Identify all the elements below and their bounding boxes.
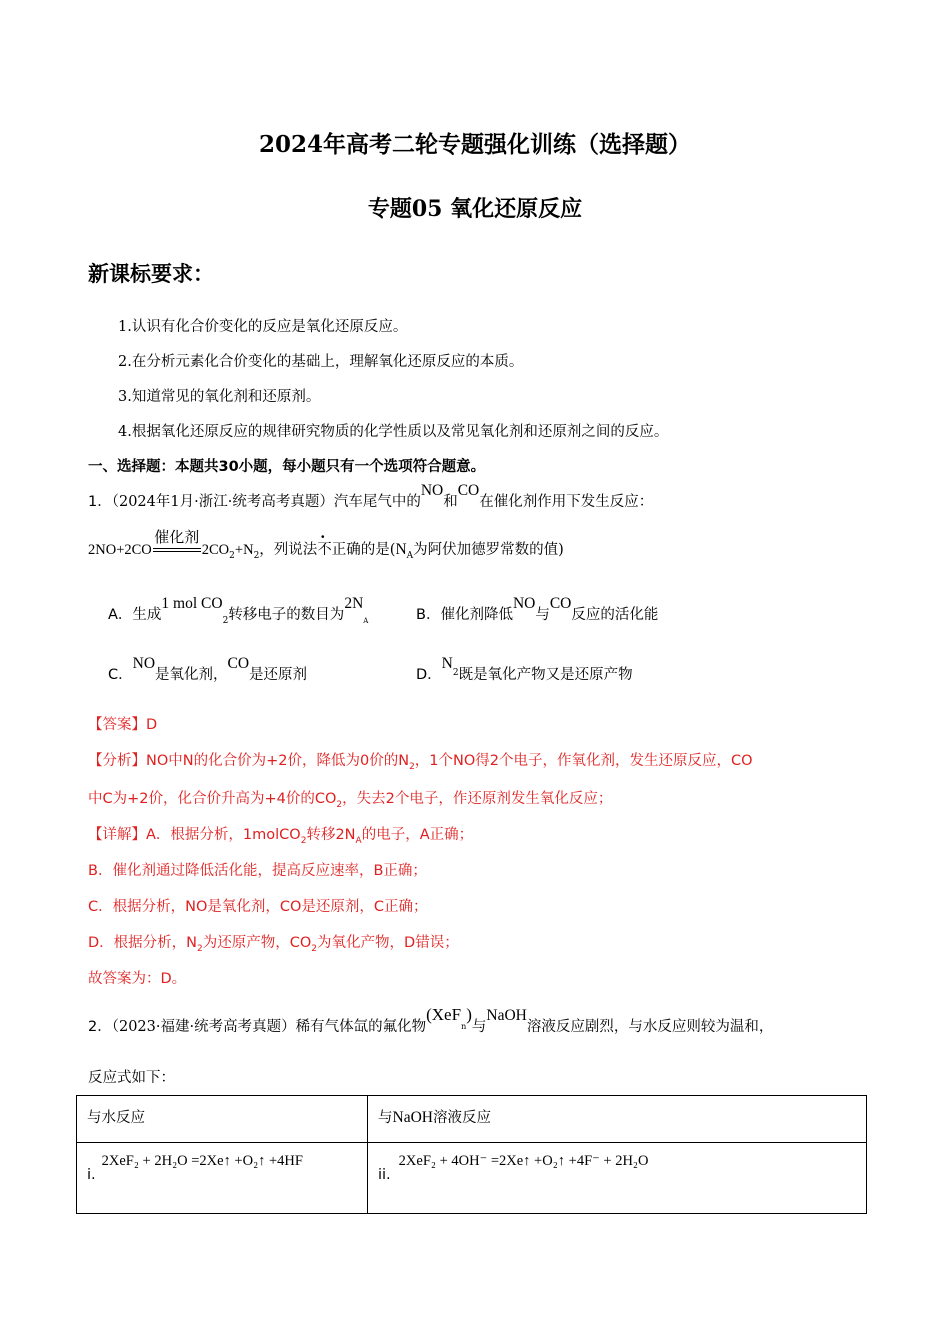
page-subtitle: 专题05 氧化还原反应 [367, 196, 583, 222]
requirement-item: 2.在分析元素化合价变化的基础上，理解氧化还原反应的本质。 [118, 354, 524, 370]
table-header-water: 与水反应 [77, 1096, 368, 1143]
page-title: 2024年高考二轮专题强化训练（选择题） [258, 131, 691, 158]
q1-option-c[interactable]: C．NO是氧化剂，CO是还原剂 [108, 655, 308, 683]
q2-stem-line2: 反应式如下： [88, 1070, 175, 1086]
q1-stem: 1．（2024年1月·浙江·统考高考真题）汽车尾气中的NO和CO在催化剂作用下发生反应： [88, 482, 654, 510]
q1-detail-b: B．催化剂通过降低活化能，提高反应速率，B正确； [88, 863, 427, 879]
requirement-item: 1.认识有化合价变化的反应是氧化还原反应。 [118, 319, 408, 335]
emphasis-text: 不正确 [317, 542, 361, 558]
q1-answer: 【答案】D [88, 717, 158, 733]
q1-option-a[interactable]: A．生成1 mol $CO_2$转移电子的数目为$2N_A$ [108, 595, 369, 626]
q1-equation-line: 2NO+2CO 催化剂 $2CO_2+N_2$，列说法不正确的是($N_A$为阿伏加德罗常数的值) [88, 528, 564, 561]
q1-option-d[interactable]: D．$N_2$既是氧化产物又是还原产物 [416, 655, 633, 683]
requirements-heading: 新课标要求： [88, 261, 214, 286]
q2-stem: 2．（2023·福建·统考高考真题）稀有气体氙的氟化物(XeF$_n$)与NaOH溶液反应剧烈，与水反应则较为温和， [88, 1005, 774, 1035]
table-cell-water-eq: i.2XeF₂ + 2H₂O =2Xe↑ +O₂↑ +4HF [77, 1143, 368, 1214]
q1-analysis-line1: 【分析】NO中N的化合价为+2价，降低为0价的$N_2$，1个NO得2个电子，作氧化剂，发生还原反应，CO [88, 753, 753, 772]
q1-analysis-line2: 中C为+2价，化合价升高为+4价的$CO_2$，失去2个电子，作还原剂发生氧化反应； [88, 791, 613, 810]
q1-option-b[interactable]: B．催化剂降低NO与CO反应的活化能 [416, 595, 659, 623]
q1-conclusion: 故答案为：D。 [88, 971, 187, 987]
requirement-item: 4.根据氧化还原反应的规律研究物质的化学性质以及常见氧化剂和还原剂之间的反应。 [118, 424, 669, 440]
q1-detail-d: D．根据分析，$N_2$为还原产物，$CO_2$为氧化产物，D错误； [88, 935, 459, 954]
q1-detail-a: 【详解】A．根据分析，1molCO$_2$转移$2N_A$的电子，A正确； [88, 827, 474, 846]
q2-reaction-table [76, 1095, 867, 1214]
requirement-item: 3.知道常见的氧化剂和还原剂。 [118, 389, 321, 405]
q1-detail-c: C．根据分析，NO是氧化剂，CO是还原剂，C正确； [88, 899, 428, 915]
table-cell-naoh-eq: ii.2XeF₂ + 4OH⁻ =2Xe↑ +O₂↑ +4F⁻ + 2H₂O [368, 1143, 867, 1214]
part-heading: 一、选择题：本题共30小题，每小题只有一个选项符合题意。 [88, 459, 486, 475]
catalyst-arrow: 催化剂 [152, 542, 202, 558]
table-header-naoh: 与NaOH溶液反应 [368, 1096, 867, 1143]
